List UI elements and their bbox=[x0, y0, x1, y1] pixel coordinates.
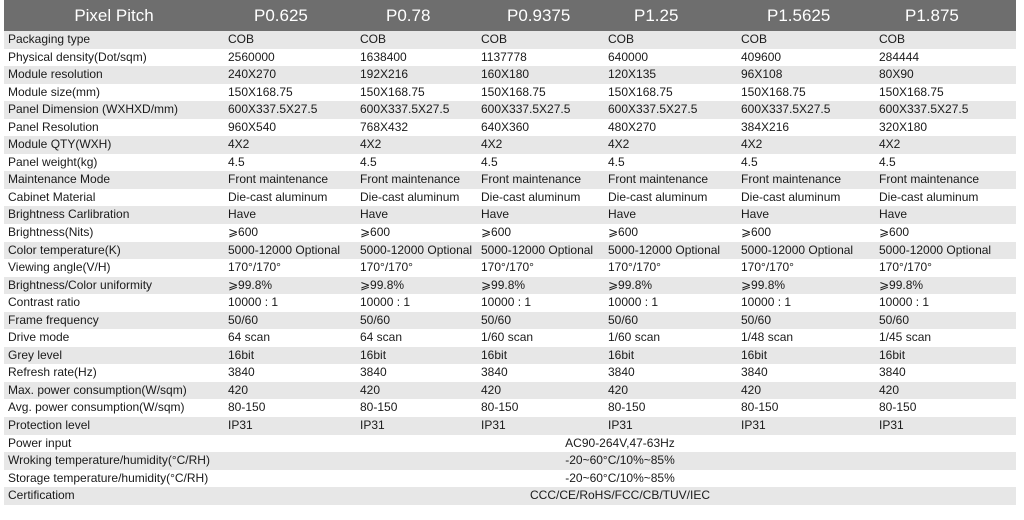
row-label: Panel Dimension (WXHXD/mm) bbox=[4, 101, 224, 119]
row-label: Storage temperature/humidity(°C/RH) bbox=[4, 470, 224, 488]
cell-value: 420 bbox=[356, 382, 477, 400]
row-label: Packaging type bbox=[4, 31, 224, 49]
cell-value: Front maintenance bbox=[224, 171, 356, 189]
cell-value: 768X432 bbox=[356, 119, 477, 137]
table-row bbox=[4, 189, 1016, 207]
row-label: Frame frequency bbox=[4, 312, 224, 330]
cell-value: IP31 bbox=[737, 417, 875, 435]
cell-value: COB bbox=[224, 31, 356, 49]
cell-value: 10000 : 1 bbox=[477, 294, 604, 312]
cell-value: COB bbox=[875, 31, 1016, 49]
table-row bbox=[4, 452, 1016, 470]
cell-value: ⩾600 bbox=[224, 224, 356, 242]
merged-value: CCC/CE/RoHS/FCC/CB/TUV/IEC bbox=[224, 487, 1016, 505]
cell-value: 640000 bbox=[604, 49, 737, 67]
cell-value: 16bit bbox=[737, 347, 875, 365]
row-label: Avg. power consumption(W/sqm) bbox=[4, 399, 224, 417]
merged-value: AC90-264V,47-63Hz bbox=[224, 435, 1016, 453]
cell-value: 4X2 bbox=[224, 136, 356, 154]
cell-value: 50/60 bbox=[737, 312, 875, 330]
cell-value: 170°/170° bbox=[477, 259, 604, 277]
cell-value: 170°/170° bbox=[224, 259, 356, 277]
cell-value: 80-150 bbox=[604, 399, 737, 417]
row-label: Protection level bbox=[4, 417, 224, 435]
row-label: Certificatiom bbox=[4, 487, 224, 505]
cell-value: 16bit bbox=[875, 347, 1016, 365]
cell-value: 420 bbox=[737, 382, 875, 400]
cell-value: Front maintenance bbox=[875, 171, 1016, 189]
cell-value: 420 bbox=[224, 382, 356, 400]
table-row bbox=[4, 224, 1016, 242]
cell-value: IP31 bbox=[356, 417, 477, 435]
table-row bbox=[4, 382, 1016, 400]
cell-value: COB bbox=[604, 31, 737, 49]
column-header: P0.78 bbox=[356, 0, 477, 31]
cell-value: 600X337.5X27.5 bbox=[737, 101, 875, 119]
table-row bbox=[4, 206, 1016, 224]
cell-value: 3840 bbox=[477, 364, 604, 382]
cell-value: 4X2 bbox=[477, 136, 604, 154]
cell-value: 4.5 bbox=[356, 154, 477, 172]
column-header: P0.9375 bbox=[477, 0, 604, 31]
cell-value: Die-cast aluminum bbox=[224, 189, 356, 207]
cell-value: 10000 : 1 bbox=[737, 294, 875, 312]
cell-value: ⩾99.8% bbox=[477, 277, 604, 295]
cell-value: 4X2 bbox=[875, 136, 1016, 154]
cell-value: 50/60 bbox=[356, 312, 477, 330]
table-row bbox=[4, 312, 1016, 330]
merged-value: -20~60°C/10%~85% bbox=[224, 452, 1016, 470]
row-label: Panel Resolution bbox=[4, 119, 224, 137]
table-row bbox=[4, 294, 1016, 312]
cell-value: 96X108 bbox=[737, 66, 875, 84]
cell-value: 420 bbox=[875, 382, 1016, 400]
cell-value: Die-cast aluminum bbox=[737, 189, 875, 207]
table-row bbox=[4, 66, 1016, 84]
cell-value: ⩾99.8% bbox=[356, 277, 477, 295]
cell-value: 150X168.75 bbox=[875, 84, 1016, 102]
cell-value: 80-150 bbox=[356, 399, 477, 417]
cell-value: 284444 bbox=[875, 49, 1016, 67]
table-row bbox=[4, 119, 1016, 137]
cell-value: ⩾99.8% bbox=[604, 277, 737, 295]
cell-value: 80-150 bbox=[224, 399, 356, 417]
cell-value: IP31 bbox=[477, 417, 604, 435]
cell-value: COB bbox=[477, 31, 604, 49]
cell-value: 4.5 bbox=[604, 154, 737, 172]
row-label: Cabinet Material bbox=[4, 189, 224, 207]
cell-value: IP31 bbox=[875, 417, 1016, 435]
row-label: Physical density(Dot/sqm) bbox=[4, 49, 224, 67]
cell-value: 600X337.5X27.5 bbox=[875, 101, 1016, 119]
table-row bbox=[4, 435, 1016, 453]
row-label: Module QTY(WXH) bbox=[4, 136, 224, 154]
cell-value: 4X2 bbox=[604, 136, 737, 154]
cell-value: Front maintenance bbox=[604, 171, 737, 189]
table-row bbox=[4, 487, 1016, 505]
cell-value: Front maintenance bbox=[477, 171, 604, 189]
table-row bbox=[4, 277, 1016, 295]
table-row bbox=[4, 417, 1016, 435]
cell-value: Have bbox=[224, 206, 356, 224]
cell-value: 80X90 bbox=[875, 66, 1016, 84]
cell-value: 3840 bbox=[737, 364, 875, 382]
row-label: Wroking temperature/humidity(°C/RH) bbox=[4, 452, 224, 470]
cell-value: 420 bbox=[477, 382, 604, 400]
column-header: P0.625 bbox=[224, 0, 356, 31]
cell-value: Have bbox=[604, 206, 737, 224]
cell-value: ⩾600 bbox=[604, 224, 737, 242]
table-row bbox=[4, 364, 1016, 382]
cell-value: COB bbox=[356, 31, 477, 49]
cell-value: Die-cast aluminum bbox=[477, 189, 604, 207]
cell-value: 1/45 scan bbox=[875, 329, 1016, 347]
cell-value: ⩾600 bbox=[356, 224, 477, 242]
spec-table bbox=[4, 0, 1016, 505]
cell-value: 4.5 bbox=[875, 154, 1016, 172]
cell-value: 50/60 bbox=[224, 312, 356, 330]
row-label: Contrast ratio bbox=[4, 294, 224, 312]
cell-value: 4.5 bbox=[477, 154, 604, 172]
cell-value: 420 bbox=[604, 382, 737, 400]
row-label: Module size(mm) bbox=[4, 84, 224, 102]
cell-value: Die-cast aluminum bbox=[604, 189, 737, 207]
cell-value: 240X270 bbox=[224, 66, 356, 84]
cell-value: 384X216 bbox=[737, 119, 875, 137]
table-row bbox=[4, 101, 1016, 119]
cell-value: 16bit bbox=[224, 347, 356, 365]
cell-value: 64 scan bbox=[356, 329, 477, 347]
cell-value: 5000-12000 Optional bbox=[356, 242, 477, 260]
cell-value: 4X2 bbox=[737, 136, 875, 154]
table-row bbox=[4, 329, 1016, 347]
cell-value: 3840 bbox=[604, 364, 737, 382]
cell-value: 4X2 bbox=[356, 136, 477, 154]
table-row bbox=[4, 347, 1016, 365]
table-row bbox=[4, 470, 1016, 488]
cell-value: 50/60 bbox=[875, 312, 1016, 330]
cell-value: 3840 bbox=[356, 364, 477, 382]
cell-value: 50/60 bbox=[604, 312, 737, 330]
cell-value: 1/60 scan bbox=[604, 329, 737, 347]
cell-value: 480X270 bbox=[604, 119, 737, 137]
cell-value: 170°/170° bbox=[875, 259, 1016, 277]
table-row bbox=[4, 49, 1016, 67]
cell-value: 150X168.75 bbox=[477, 84, 604, 102]
cell-value: Have bbox=[737, 206, 875, 224]
column-header: P1.875 bbox=[875, 0, 1016, 31]
cell-value: ⩾99.8% bbox=[224, 277, 356, 295]
cell-value: 5000-12000 Optional bbox=[224, 242, 356, 260]
table-row bbox=[4, 259, 1016, 277]
cell-value: 2560000 bbox=[224, 49, 356, 67]
row-label: Maintenance Mode bbox=[4, 171, 224, 189]
cell-value: 16bit bbox=[356, 347, 477, 365]
cell-value: 16bit bbox=[477, 347, 604, 365]
cell-value: 600X337.5X27.5 bbox=[356, 101, 477, 119]
cell-value: 960X540 bbox=[224, 119, 356, 137]
cell-value: 150X168.75 bbox=[356, 84, 477, 102]
cell-value: 16bit bbox=[604, 347, 737, 365]
row-label: Brightness(Nits) bbox=[4, 224, 224, 242]
table-row bbox=[4, 31, 1016, 49]
cell-value: 10000 : 1 bbox=[356, 294, 477, 312]
header-row bbox=[4, 0, 1016, 31]
cell-value: 150X168.75 bbox=[224, 84, 356, 102]
cell-value: 160X180 bbox=[477, 66, 604, 84]
cell-value: Have bbox=[477, 206, 604, 224]
row-label: Panel weight(kg) bbox=[4, 154, 224, 172]
table-row bbox=[4, 84, 1016, 102]
cell-value: ⩾600 bbox=[477, 224, 604, 242]
row-label: Refresh rate(Hz) bbox=[4, 364, 224, 382]
row-label: Viewing angle(V/H) bbox=[4, 259, 224, 277]
row-label: Brightness Carlibration bbox=[4, 206, 224, 224]
cell-value: 3840 bbox=[224, 364, 356, 382]
table-row bbox=[4, 136, 1016, 154]
cell-value: ⩾600 bbox=[737, 224, 875, 242]
spec-body bbox=[4, 31, 1016, 505]
cell-value: 320X180 bbox=[875, 119, 1016, 137]
cell-value: IP31 bbox=[224, 417, 356, 435]
cell-value: Have bbox=[875, 206, 1016, 224]
cell-value: 409600 bbox=[737, 49, 875, 67]
row-label: Brightness/Color uniformity bbox=[4, 277, 224, 295]
cell-value: 80-150 bbox=[477, 399, 604, 417]
row-label: Color temperature(K) bbox=[4, 242, 224, 260]
cell-value: 150X168.75 bbox=[737, 84, 875, 102]
table-row bbox=[4, 154, 1016, 172]
cell-value: 5000-12000 Optional bbox=[737, 242, 875, 260]
cell-value: 1/48 scan bbox=[737, 329, 875, 347]
cell-value: 50/60 bbox=[477, 312, 604, 330]
cell-value: 3840 bbox=[875, 364, 1016, 382]
cell-value: 80-150 bbox=[737, 399, 875, 417]
cell-value: 4.5 bbox=[737, 154, 875, 172]
cell-value: 5000-12000 Optional bbox=[604, 242, 737, 260]
cell-value: 192X216 bbox=[356, 66, 477, 84]
cell-value: 120X135 bbox=[604, 66, 737, 84]
cell-value: 150X168.75 bbox=[604, 84, 737, 102]
cell-value: 170°/170° bbox=[356, 259, 477, 277]
cell-value: 600X337.5X27.5 bbox=[477, 101, 604, 119]
merged-value: -20~60°C/10%~85% bbox=[224, 470, 1016, 488]
cell-value: Die-cast aluminum bbox=[875, 189, 1016, 207]
cell-value: 4.5 bbox=[224, 154, 356, 172]
cell-value: 600X337.5X27.5 bbox=[604, 101, 737, 119]
row-label: Grey level bbox=[4, 347, 224, 365]
cell-value: ⩾99.8% bbox=[875, 277, 1016, 295]
cell-value: 170°/170° bbox=[604, 259, 737, 277]
cell-value: 10000 : 1 bbox=[875, 294, 1016, 312]
cell-value: 10000 : 1 bbox=[224, 294, 356, 312]
cell-value: COB bbox=[737, 31, 875, 49]
cell-value: 64 scan bbox=[224, 329, 356, 347]
column-header: P1.25 bbox=[604, 0, 737, 31]
cell-value: 640X360 bbox=[477, 119, 604, 137]
cell-value: Have bbox=[356, 206, 477, 224]
header-label: Pixel Pitch bbox=[4, 0, 224, 31]
cell-value: IP31 bbox=[604, 417, 737, 435]
row-label: Drive mode bbox=[4, 329, 224, 347]
cell-value: ⩾600 bbox=[875, 224, 1016, 242]
cell-value: 5000-12000 Optional bbox=[477, 242, 604, 260]
row-label: Power input bbox=[4, 435, 224, 453]
cell-value: Front maintenance bbox=[737, 171, 875, 189]
cell-value: 170°/170° bbox=[737, 259, 875, 277]
cell-value: 1/60 scan bbox=[477, 329, 604, 347]
table-row bbox=[4, 242, 1016, 260]
table-row bbox=[4, 399, 1016, 417]
cell-value: 1137778 bbox=[477, 49, 604, 67]
cell-value: Front maintenance bbox=[356, 171, 477, 189]
cell-value: 1638400 bbox=[356, 49, 477, 67]
column-header: P1.5625 bbox=[737, 0, 875, 31]
row-label: Max. power consumption(W/sqm) bbox=[4, 382, 224, 400]
cell-value: ⩾99.8% bbox=[737, 277, 875, 295]
cell-value: 80-150 bbox=[875, 399, 1016, 417]
cell-value: 600X337.5X27.5 bbox=[224, 101, 356, 119]
row-label: Module resolution bbox=[4, 66, 224, 84]
cell-value: 5000-12000 Optional bbox=[875, 242, 1016, 260]
cell-value: Die-cast aluminum bbox=[356, 189, 477, 207]
table-row bbox=[4, 171, 1016, 189]
cell-value: 10000 : 1 bbox=[604, 294, 737, 312]
